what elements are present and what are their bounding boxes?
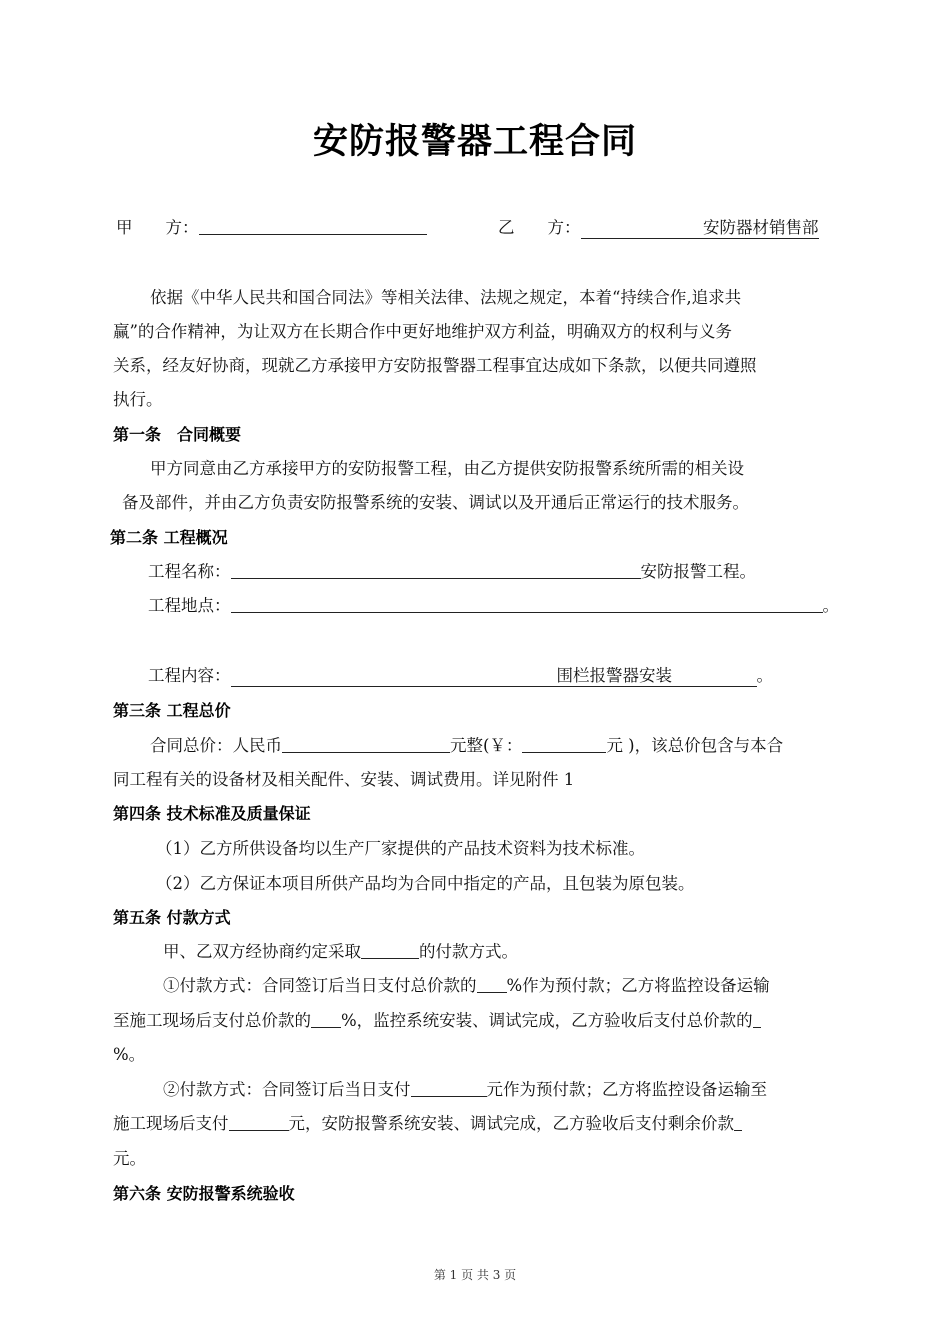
article-4-heading: 第四条 技术标准及质量保证 bbox=[113, 804, 311, 823]
option-2-line-2 bbox=[113, 1112, 742, 1136]
article-6-heading: 第六条 安防报警系统验收 bbox=[113, 1184, 295, 1203]
option-2-delivery-amount-field[interactable] bbox=[229, 1112, 289, 1131]
article-1-line-1: 甲方同意由乙方承接甲方的安防报警工程，由乙方提供安防报警系统所需的相关设 bbox=[150, 459, 744, 478]
article-5-heading: 第五条 付款方式 bbox=[113, 908, 231, 927]
payment-method-field[interactable] bbox=[361, 940, 419, 959]
option-1-prepay-percent-field[interactable] bbox=[477, 974, 507, 993]
option-2-text-d: 元，安防报警系统安装、调试完成，乙方验收后支付剩余价款 bbox=[288, 1114, 734, 1133]
project-name-label: 工程名称： bbox=[148, 562, 231, 581]
project-content-suffix: 。 bbox=[756, 666, 773, 685]
total-price-tail: 元 )，该总价包含与本合 bbox=[606, 736, 784, 755]
party-a-line bbox=[116, 216, 427, 240]
project-content-field[interactable] bbox=[231, 666, 757, 687]
preamble-line-4: 执行。 bbox=[113, 390, 163, 409]
article-4-item-2: （2）乙方保证本项目所供产品均为合同中指定的产品，且包装为原包装。 bbox=[156, 874, 695, 893]
party-b-label: 乙 方： bbox=[498, 218, 581, 237]
total-price-label: 合同总价：人民币 bbox=[150, 736, 282, 755]
total-price-line-2: 同工程有关的设备材及相关配件、安装、调试费用。详见附件 1 bbox=[113, 770, 575, 789]
option-1-text-b: %作为预付款；乙方将监控设备运输 bbox=[506, 976, 770, 995]
project-name-line bbox=[148, 560, 756, 584]
party-a-label: 甲 方： bbox=[116, 218, 199, 237]
preamble-line-2: 赢”的合作精神，为让双方在长期合作中更好地维护双方利益，明确双方的权利与义务 bbox=[113, 322, 732, 341]
article-3-heading: 第三条 工程总价 bbox=[113, 701, 231, 720]
page-footer: 第 1 页 共 3 页 bbox=[433, 1268, 517, 1282]
option-1-delivery-percent-field[interactable] bbox=[311, 1009, 341, 1028]
project-name-field[interactable] bbox=[231, 560, 641, 579]
total-price-yuan-label: 元整(￥： bbox=[450, 736, 523, 755]
option-2-text-c: 施工现场后支付 bbox=[113, 1114, 229, 1133]
option-2-line-1 bbox=[163, 1078, 767, 1102]
payment-intro-a: 甲、乙双方经协商约定采取 bbox=[163, 942, 361, 961]
option-1-line-2 bbox=[113, 1009, 761, 1033]
project-content-label: 工程内容： bbox=[148, 666, 231, 685]
option-1-text-a: ①付款方式：合同签订后当日支付总价款的 bbox=[163, 976, 477, 995]
article-1-line-2: 备及部件，并由乙方负责安防报警系统的安装、调试以及开通后正常运行的技术服务。 bbox=[122, 493, 749, 512]
preamble-line-1: 依据《中华人民共和国合同法》等相关法律、法规之规定，本着“持续合作,追求共 bbox=[150, 288, 742, 307]
document-title: 安防报警器工程合同 bbox=[312, 122, 637, 162]
article-4-item-1: （1）乙方所供设备均以生产厂家提供的产品技术资料为技术标准。 bbox=[156, 839, 645, 858]
party-b-line bbox=[498, 216, 819, 240]
total-price-rmb-field[interactable] bbox=[282, 734, 450, 753]
preamble-line-3: 关系，经友好协商，现就乙方承接甲方安防报警器工程事宜达成如下条款，以便共同遵照 bbox=[113, 356, 757, 375]
project-name-suffix: 安防报警工程。 bbox=[640, 562, 756, 581]
option-1-text-c: 至施工现场后支付总价款的 bbox=[113, 1011, 311, 1030]
option-1-text-d: %，监控系统安装、调试完成，乙方验收后支付总价款的 bbox=[341, 1011, 753, 1030]
project-location-label: 工程地点： bbox=[148, 596, 231, 615]
payment-intro-b: 的付款方式。 bbox=[419, 942, 518, 961]
option-2-text-b: 元作为预付款；乙方将监控设备运输至 bbox=[486, 1080, 767, 1099]
party-b-field[interactable]: 安防器材销售部 bbox=[581, 218, 819, 239]
article-1-heading: 第一条 合同概要 bbox=[113, 425, 242, 444]
project-location-field[interactable] bbox=[231, 594, 823, 613]
project-location-suffix: 。 bbox=[822, 596, 839, 615]
article-2-heading: 第二条 工程概况 bbox=[110, 528, 228, 547]
option-1-line-1 bbox=[163, 974, 770, 998]
option-1-final-percent-field[interactable] bbox=[753, 1009, 761, 1028]
project-content-line bbox=[148, 664, 773, 688]
payment-intro-line bbox=[163, 940, 518, 964]
option-2-remaining-amount-field[interactable] bbox=[734, 1112, 742, 1131]
project-content-value: 围栏报警器安装 bbox=[556, 666, 672, 685]
total-price-number-field[interactable] bbox=[522, 734, 606, 753]
project-location-line bbox=[148, 594, 839, 618]
total-price-line bbox=[150, 734, 783, 758]
option-2-line-3: 元。 bbox=[113, 1149, 146, 1168]
option-2-text-a: ②付款方式：合同签订后当日支付 bbox=[163, 1080, 411, 1099]
option-2-prepay-amount-field[interactable] bbox=[411, 1078, 487, 1097]
option-1-line-3: %。 bbox=[113, 1045, 146, 1064]
party-a-field[interactable] bbox=[199, 216, 427, 235]
